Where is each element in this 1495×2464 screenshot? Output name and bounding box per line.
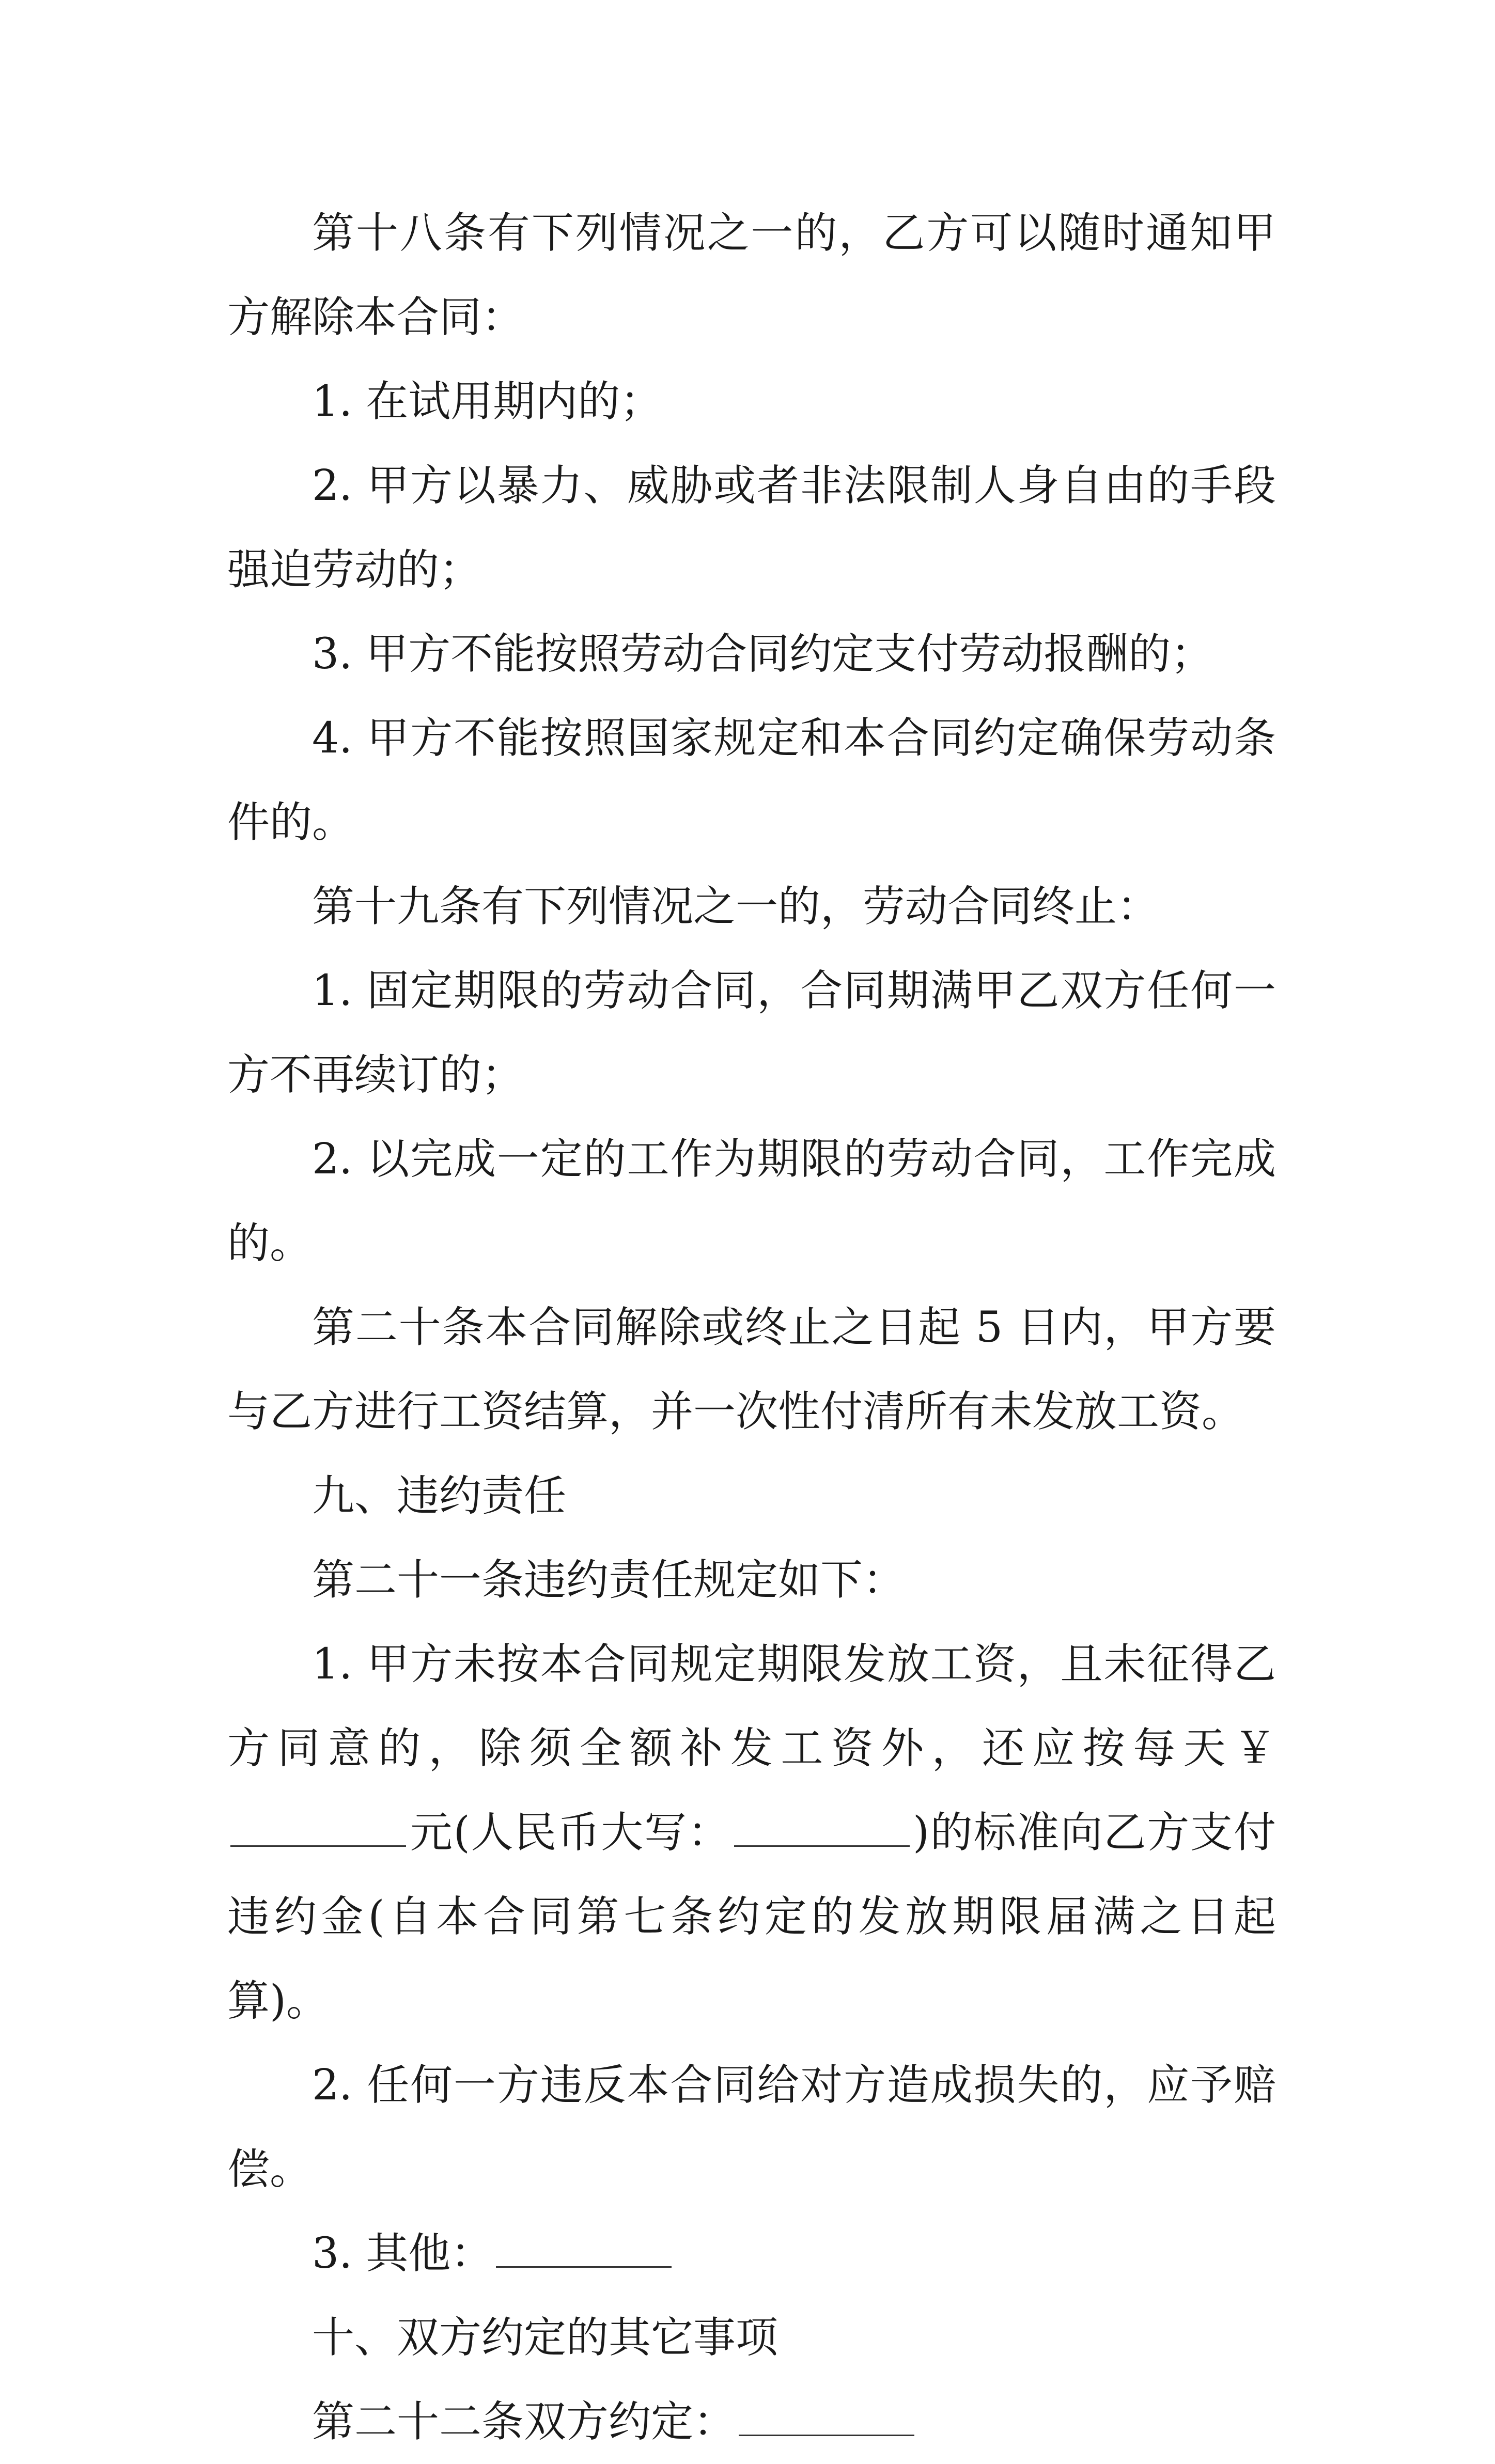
penalty-clause-part-1: 1. 甲方未按本合同规定期限发放工资，且未征得乙方同意的，除须全额补发工资外，还应按每天￥ xyxy=(227,1640,1276,1773)
daily-penalty-amount-blank[interactable] xyxy=(230,1811,406,1847)
other-label: 3. 其他： xyxy=(312,2229,493,2278)
penalty-clause-part-2: 元(人民币大写： xyxy=(409,1808,731,1857)
section-nine-heading: 九、违约责任 xyxy=(312,1471,567,1520)
article-18-item-1: 1. 在试用期内的； xyxy=(312,377,663,426)
penalty-clause-part-3: )的标准向乙方支付违约金(自本合同第七条约定的发放期限届满之日起算)。 xyxy=(227,1808,1276,2026)
article-21: 第二十一条违约责任规定如下： xyxy=(312,1556,906,1605)
article-21-item-2: 2. 任何一方违反本合同给对方造成损失的，应予赔偿。 xyxy=(227,2061,1276,2194)
other-terms-blank[interactable] xyxy=(496,2232,672,2268)
article-18-item-3: 3. 甲方不能按照劳动合同约定支付劳动报酬的； xyxy=(312,630,1213,679)
article-19: 第十九条有下列情况之一的，劳动合同终止： xyxy=(312,882,1160,931)
section-ten-heading: 十、双方约定的其它事项 xyxy=(312,2313,778,2362)
penalty-amount-in-words-blank[interactable] xyxy=(734,1811,910,1847)
article-18: 第十八条有下列情况之一的，乙方可以随时通知甲方解除本合同： xyxy=(227,209,1276,342)
document-body xyxy=(227,191,1276,2464)
article-21-item-1 xyxy=(227,1622,1276,2043)
article-19-item-1: 1. 固定期限的劳动合同，合同期满甲乙双方任何一方不再续订的； xyxy=(227,966,1276,1100)
article-21-item-3 xyxy=(227,2211,1276,2296)
article-22 xyxy=(227,2380,1276,2464)
mutual-agreement-blank[interactable] xyxy=(739,2400,914,2436)
article-19-item-2: 2. 以完成一定的工作为期限的劳动合同，工作完成的。 xyxy=(227,1135,1276,1268)
agreement-label: 第二十二条双方约定： xyxy=(312,2397,736,2446)
article-20: 第二十条本合同解除或终止之日起 5 日内，甲方要与乙方进行工资结算，并一次性付清所有未发放工资。 xyxy=(227,1303,1276,1436)
article-18-item-4: 4. 甲方不能按照国家规定和本合同约定确保劳动条件的。 xyxy=(227,714,1276,847)
article-18-item-2: 2. 甲方以暴力、威胁或者非法限制人身自由的手段强迫劳动的； xyxy=(227,461,1276,594)
